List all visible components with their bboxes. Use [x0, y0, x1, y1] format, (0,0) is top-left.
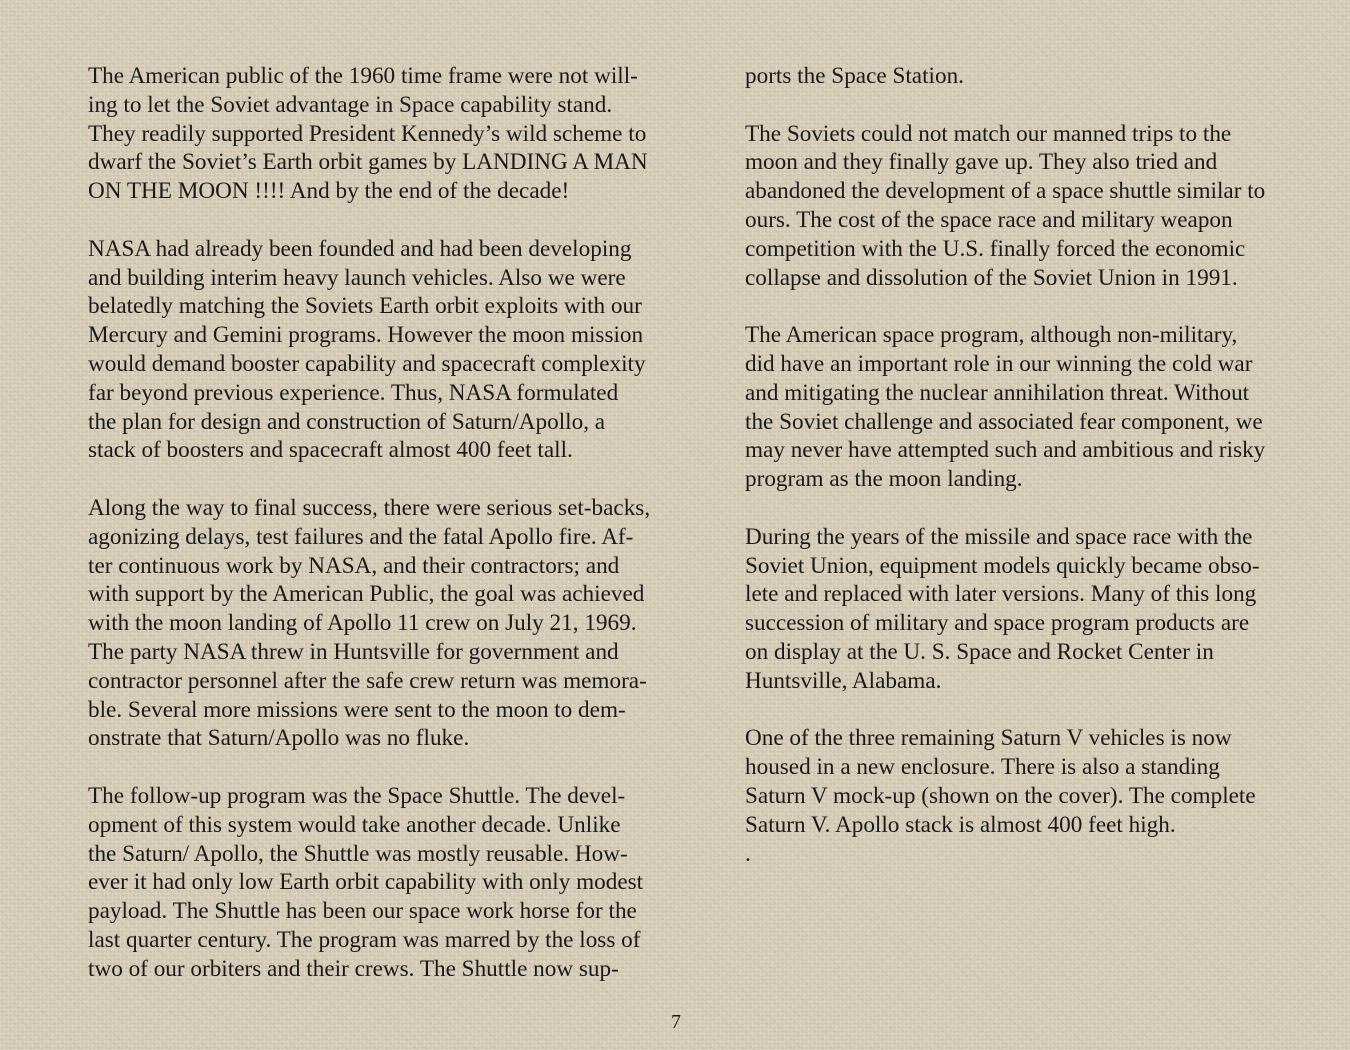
text-line: The Soviets could not match our manned trips to the	[745, 120, 1232, 147]
text-line: They readily supported President Kennedy’s wild scheme to	[88, 120, 647, 147]
paragraph-final-success	[88, 494, 700, 753]
text-line: The American space program, although non-military,	[745, 322, 1238, 349]
text-line: may never have attempted such and ambitious and risky	[745, 437, 1266, 464]
paragraph-rocket-center	[745, 523, 1313, 696]
paragraph-public-support	[88, 62, 700, 206]
text-line: two of our orbiters and their crews. The Shuttle now sup-	[88, 955, 619, 982]
text-line: During the years of the missile and space race with the	[745, 523, 1253, 550]
text-line: agonizing delays, test failures and the fatal Apollo fire. Af-	[88, 523, 634, 550]
text-line: .	[745, 840, 751, 867]
text-line: ours. The cost of the space race and military weapon	[745, 206, 1233, 233]
text-line: program as the moon landing.	[745, 466, 1023, 493]
text-line: abandoned the development of a space shuttle similar to	[745, 178, 1266, 205]
text-line: The party NASA threw in Huntsville for government and	[88, 638, 619, 665]
text-line: dwarf the Soviet’s Earth orbit games by LANDING A MAN	[88, 149, 648, 176]
text-line: ter continuous work by NASA, and their contractors; and	[88, 552, 620, 579]
text-line: ports the Space Station.	[745, 63, 964, 89]
text-line: the Soviet challenge and associated fear component, we	[745, 408, 1263, 435]
text-line: the plan for design and construction of Saturn/Apollo, a	[88, 408, 606, 435]
text-line: Along the way to final success, there were serious set-backs,	[88, 494, 651, 521]
text-line: lete and replaced with later versions. Many of this long	[745, 581, 1257, 608]
paragraph-space-station	[745, 62, 1313, 91]
text-line: onstrate that Saturn/Apollo was no fluke.	[88, 725, 470, 752]
text-line: Saturn V. Apollo stack is almost 400 feet high.	[745, 811, 1176, 838]
text-line: Mercury and Gemini programs. However the moon mission	[88, 322, 644, 349]
page-number: 7	[671, 1011, 681, 1033]
text-line: and building interim heavy launch vehicles. Also we were	[88, 264, 626, 291]
text-line: competition with the U.S. finally forced the economic	[745, 235, 1246, 262]
text-line: stack of boosters and spacecraft almost 400 feet tall.	[88, 437, 573, 464]
text-line: contractor personnel after the safe crew return was memora-	[88, 667, 647, 694]
paragraph-cold-war-role	[745, 321, 1313, 494]
text-line: ble. Several more missions were sent to the moon to dem-	[88, 696, 626, 723]
text-line: moon and they finally gave up. They also tried and	[745, 149, 1218, 176]
paragraph-soviets-gave-up	[745, 120, 1313, 293]
text-line: did have an important role in our winning the cold war	[745, 350, 1253, 377]
text-line: ever it had only low Earth orbit capability with only modest	[88, 869, 644, 896]
text-line: with the moon landing of Apollo 11 crew on July 21, 1969.	[88, 610, 637, 637]
paragraph-saturn-v	[745, 724, 1313, 868]
text-line: and mitigating the nuclear annihilation threat. Without	[745, 379, 1250, 406]
right-column	[745, 62, 1313, 897]
text-line: opment of this system would take another decade. Unlike	[88, 811, 621, 838]
text-line: The American public of the 1960 time frame were not will-	[88, 63, 638, 89]
text-line: belatedly matching the Soviets Earth orbit exploits with our	[88, 293, 642, 320]
text-line: on display at the U. S. Space and Rocket Center in	[745, 638, 1214, 665]
text-line: the Saturn/ Apollo, the Shuttle was mostly reusable. How-	[88, 840, 628, 867]
text-line: Huntsville, Alabama.	[745, 667, 942, 694]
text-line: housed in a new enclosure. There is also a standing	[745, 754, 1220, 781]
text-line: far beyond previous experience. Thus, NASA formulated	[88, 379, 619, 406]
text-line: One of the three remaining Saturn V vehicles is now	[745, 725, 1232, 752]
text-line: payload. The Shuttle has been our space work horse for the	[88, 898, 637, 925]
text-line: NASA had already been founded and had been developing	[88, 235, 632, 262]
text-line: succession of military and space program products are	[745, 610, 1250, 637]
left-column	[88, 62, 700, 1012]
text-line: Saturn V mock-up (shown on the cover). The complete	[745, 782, 1256, 809]
text-line: collapse and dissolution of the Soviet Union in 1991.	[745, 264, 1238, 291]
text-line: The follow-up program was the Space Shuttle. The devel-	[88, 782, 626, 809]
paragraph-nasa-founded	[88, 235, 700, 465]
text-line: ON THE MOON !!!! And by the end of the decade!	[88, 178, 570, 205]
text-line: Soviet Union, equipment models quickly became obso-	[745, 552, 1260, 579]
text-line: with support by the American Public, the goal was achieved	[88, 581, 645, 608]
text-line: ing to let the Soviet advantage in Space capability stand.	[88, 91, 613, 118]
paragraph-space-shuttle	[88, 782, 700, 984]
text-line: would demand booster capability and spacecraft complexity	[88, 350, 646, 377]
text-line: last quarter century. The program was marred by the loss of	[88, 926, 641, 953]
